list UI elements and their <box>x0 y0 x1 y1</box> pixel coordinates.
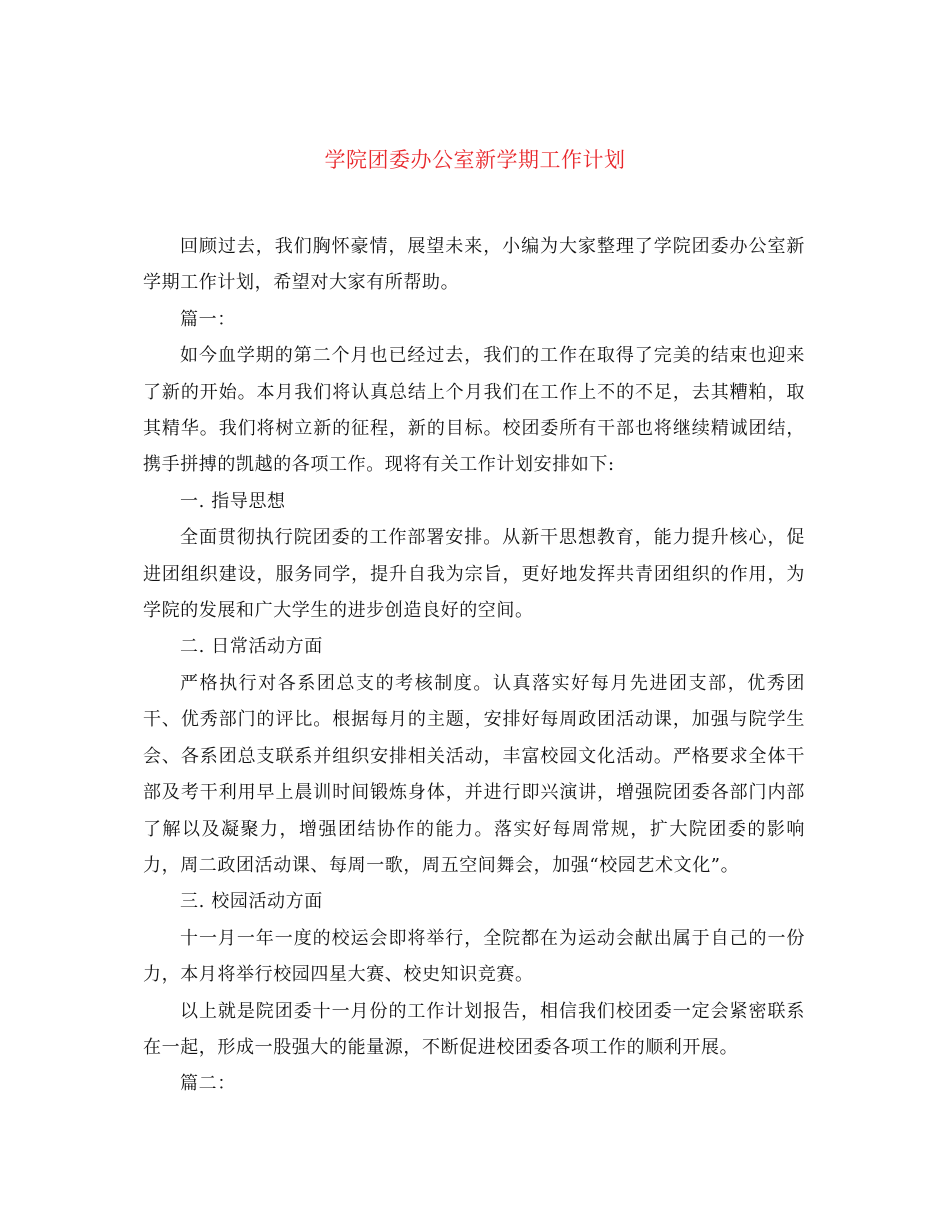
paragraph-conclusion: 以上就是院团委十一月份的工作计划报告，相信我们校团委一定会紧密联系在一起，形成一股强大的能量源，不断促进校团委各项工作的顺利开展。 <box>143 1000 805 1058</box>
section-heading-daily-activities: 二. 日常活动方面 <box>180 636 323 658</box>
paragraph-part-one-heading: 篇一： <box>180 308 236 330</box>
section-heading-campus-activities: 三. 校园活动方面 <box>180 891 323 913</box>
paragraph-overview: 如今血学期的第二个月也已经过去，我们的工作在取得了完美的结束也迎来了新的开始。本月我们将认真总结上个月我们在工作上不的不足，去其糟粕，取其精华。我们将树立新的征程，新的目标。校团委所有干部也将继续精诚团结，携手拼搏的凯越的各项工作。现将有关工作计划安排如下: <box>143 345 805 476</box>
paragraph-part-two-heading: 篇二： <box>180 1073 236 1095</box>
section-heading-guiding-thought: 一. 指导思想 <box>180 490 286 512</box>
document-body <box>143 229 805 1103</box>
paragraph-intro: 回顾过去，我们胸怀豪情，展望未来，小编为大家整理了学院团委办公室新学期工作计划，希望对大家有所帮助。 <box>143 236 805 294</box>
document-title: 学院团委办公室新学期工作计划 <box>324 148 626 172</box>
paragraph-daily-activities: 严格执行对各系团总支的考核制度。认真落实好每月先进团支部，优秀团干、优秀部门的评比。根据每月的主题，安排好每周政团活动课，加强与院学生会、各系团总支联系并组织安排相关活动，丰富校园文化活动。严格要求全体干部及考干利用早上晨训时间锻炼身体，并进行即兴演讲，增强院团委各部门内部了解以及凝聚力，增强团结协作的能力。落实好每周常规，扩大院团委的影响力，周二政团活动课、每周一歌，周五空间舞会，加强“校园艺术文化”。 <box>143 672 805 876</box>
paragraph-guiding-thought: 全面贯彻执行院团委的工作部署安排。从新干思想教育，能力提升核心，促进团组织建设，服务同学，提升自我为宗旨，更好地发挥共青团组织的作用，为学院的发展和广大学生的进步创造良好的空间。 <box>143 527 805 622</box>
paragraph-campus-activities: 十一月一年一度的校运会即将举行，全院都在为运动会献出属于自己的一份力，本月将举行校园四星大赛、校史知识竞赛。 <box>143 927 805 986</box>
